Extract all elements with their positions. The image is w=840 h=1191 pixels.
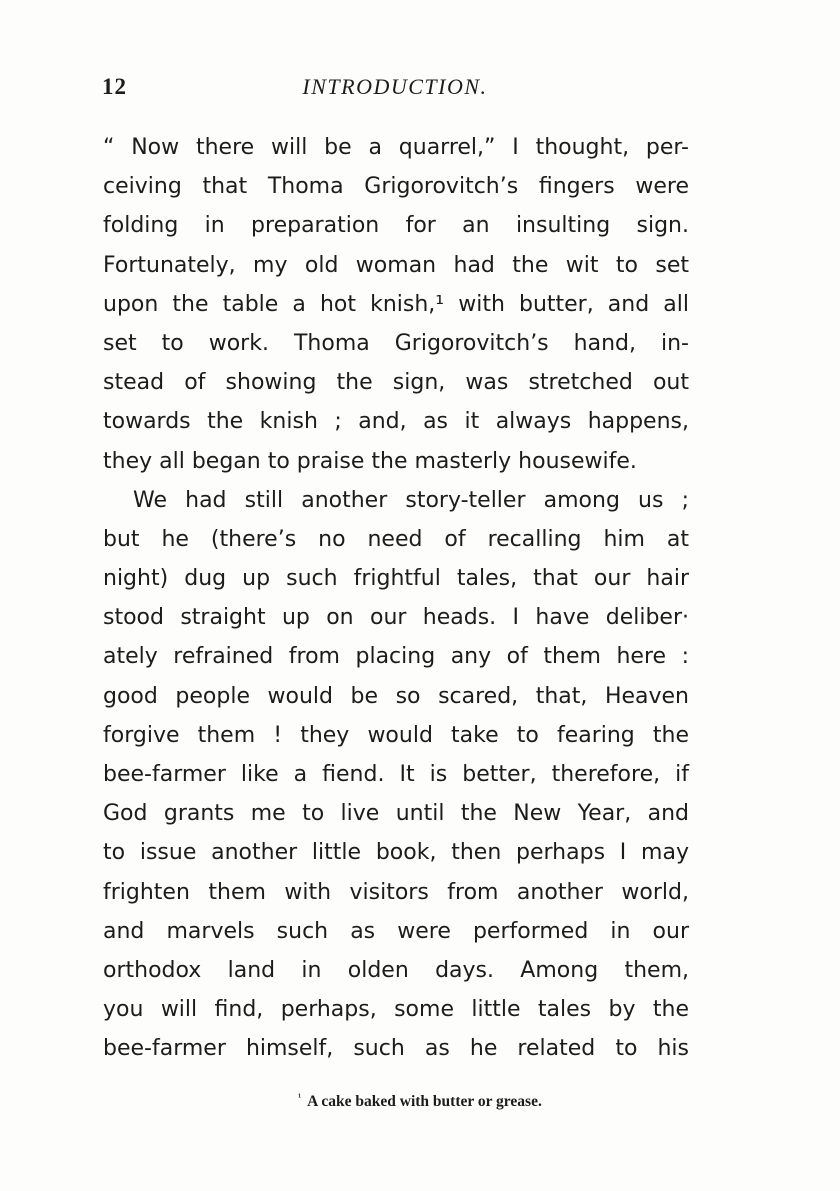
text-line: night) dug up such frightful tales, that our hair	[103, 566, 689, 592]
text-line: God grants me to live until the New Year, and	[103, 801, 689, 827]
text-line: orthodox land in olden days. Among them,	[103, 957, 689, 983]
text-line: but he (there’s no need of recalling him at	[103, 526, 689, 552]
text-line: “ Now there will be a quarrel,” I thought, per-	[103, 135, 689, 160]
text-line: upon the table a hot knish,¹ with butter, and all	[103, 291, 689, 317]
running-title: INTRODUCTION.	[302, 74, 488, 99]
text-line: We had still another story-teller among us ;	[133, 487, 689, 513]
footnote	[0, 1092, 840, 1111]
text-line: set to work. Thoma Grigorovitch’s hand, in-	[103, 330, 689, 356]
text-line: stood straight up on our heads. I have deliber·	[103, 605, 689, 631]
text-line: they all began to praise the masterly housewife.	[103, 448, 637, 474]
text-line: you will find, perhaps, some little tales by the	[103, 997, 689, 1023]
footnote-text: A cake baked with butter or grease.	[307, 1093, 542, 1111]
text-line: forgive them ! they would take to fearing the	[103, 722, 689, 748]
text-line: ceiving that Thoma Grigorovitch’s fingers were	[103, 174, 689, 200]
text-line: frighten them with visitors from another world,	[103, 879, 689, 905]
text-line: Fortunately, my old woman had the wit to set	[103, 252, 689, 278]
text-line: folding in preparation for an insulting sign.	[103, 213, 689, 239]
text-line: bee-farmer himself, such as he related to his	[103, 1036, 689, 1062]
text-line: ately refrained from placing any of them here :	[103, 644, 689, 670]
text-line: to issue another little book, then perhaps I may	[103, 840, 689, 866]
text-line: good people would be so scared, that, Heaven	[103, 683, 689, 709]
body-text	[103, 128, 689, 1069]
footnote-marker: ¹	[298, 1092, 302, 1103]
text-line: and marvels such as were performed in our	[103, 918, 689, 944]
page-header	[102, 74, 688, 104]
page-number: 12	[102, 74, 127, 99]
text-line: stead of showing the sign, was stretched out	[103, 370, 689, 396]
text-line: towards the knish ; and, as it always happens,	[103, 409, 689, 435]
text-line: bee-farmer like a fiend. It is better, therefore, if	[103, 762, 689, 787]
